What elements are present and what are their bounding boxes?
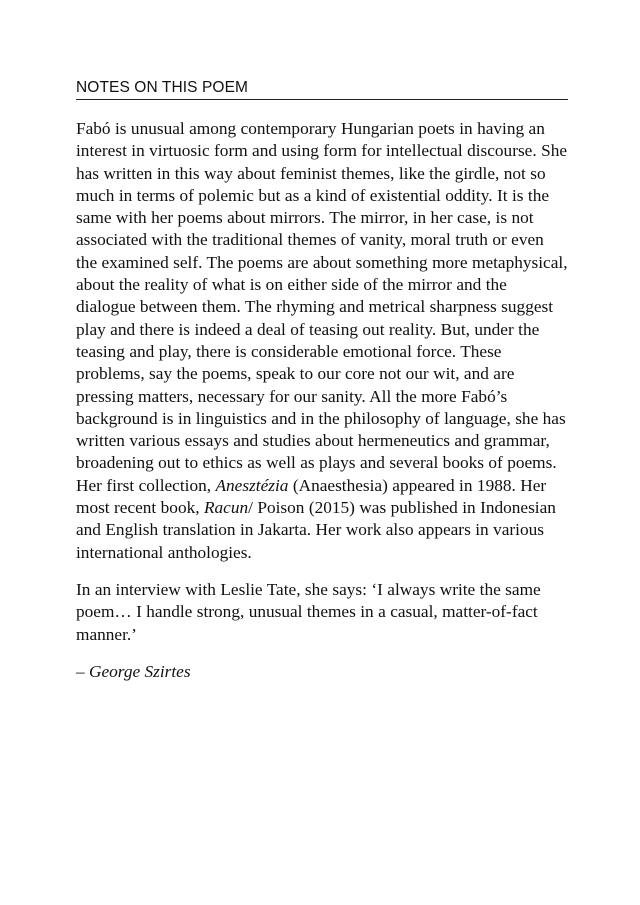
paragraph-1-text-b: (Anaesthesia) appeared in 1988. Her most recent book, <box>76 475 547 518</box>
book-title-anesztezia: Anesztézia <box>215 475 289 495</box>
notes-paragraph-1 <box>76 118 568 564</box>
author-signature: – George Szirtes <box>76 661 191 681</box>
notes-paragraph-2: In an interview with Leslie Tate, she says: ‘I always write the same poem… I handle strong, unusual themes in a casual, matter-of-fact manner.’ <box>76 579 541 644</box>
section-heading: NOTES ON THIS POEM <box>76 78 568 100</box>
book-title-racun: Racun <box>203 498 249 518</box>
paragraph-1-text-c: / Poison (2015) was published in Indonesian and English translation in Jakarta. Her work also appears in various international anthologies. <box>76 498 556 562</box>
paragraph-1-text-a: Fabó is unusual among contemporary Hungarian poets in having an interest in virtuosic form and using form for intellectual discourse. She has written in this way about feminist themes, like the girdle, not so much in terms of polemic but as a kind of existential oddity. It is the same with her poems about mirrors. The mirror, in her case, is not associated with the traditional themes of vanity, moral truth or even the examined self. The poems are about something more metaphysical, about the reality of what is on either side of the mirror and the dialogue between them. The rhyming and metrical sharpness suggest play and there is indeed a deal of teasing out reality. But, under the teasing and play, there is considerable emotional force. These problems, say the poems, speak to our core not our wit, and are pressing matters, necessary for our sanity. All the more Fabó’s background is in linguistics and in the philosophy of language, she has written various essays and studies about hermeneutics and grammar, broadening out to ethics as well as plays and several books of poems. Her first collection, <box>76 119 568 495</box>
notes-page <box>76 78 568 683</box>
